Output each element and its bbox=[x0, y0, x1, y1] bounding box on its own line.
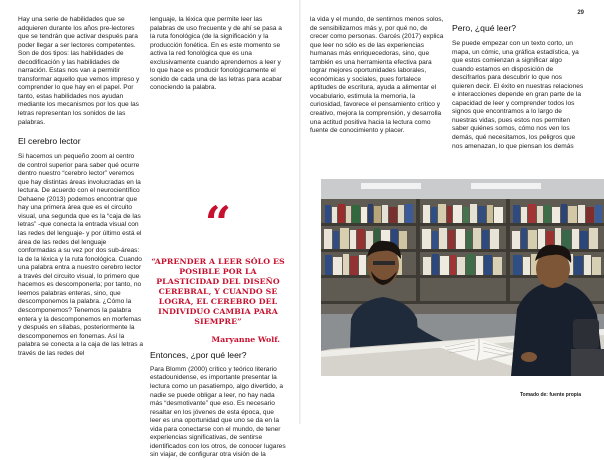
quote-mark-icon: “ bbox=[204, 195, 232, 250]
heading-cerebro-lector: El cerebro lector bbox=[18, 136, 81, 147]
pull-quote: “APRENDER A LEER SÓLO ES POSIBLE POR LA PLASTICIDAD DEL DISEÑO CEREBRAL, Y CUANDO SE LOGRA, EL CEREBRO DEL INDIVIDUO CAMBIA PARA SIEMPRE” bbox=[151, 256, 285, 326]
page-gutter bbox=[299, 0, 301, 424]
left-column-1 bbox=[18, 16, 143, 358]
cerebro-lector-paragraph: Si hacemos un pequeño zoom al centro de control superior para saber qué ocurre dentro nuestro “cerebro lector” veremos que hay distintas áreas involucradas en la lectura. De acuerdo con el neurocientífico Dehaene (2013) podemos encontrar que hay una primera área que es el circuito visual, una segunda que es la “caja de las letras” -que conecta la entrada visual con las redes del lenguaje- y por último está el área de las redes del lenguaje conformadas a su vez por dos sub-áreas: la de la léxica y la ruta fonológica. Cuando una palabra entra a nuestro cerebro lector a través del circuito visual, lo primero que hacemos es descomponerla; por tanto, no leemos palabras enteras, sino, que descomponemos la palabra. ¿Cómo la descomponemos? Tenemos la palabra entera y la descomponemos en morfemas y después en sílabas, posteriormente la descomponemos en fonemas. Así la palabra se conecta a la caja de las letras a través de las redes del bbox=[18, 153, 143, 357]
library-study-photo bbox=[321, 179, 604, 376]
left-column-2 bbox=[150, 16, 286, 460]
heading-que-leer: Pero, ¿qué leer? bbox=[452, 23, 517, 33]
por-que-leer-paragraph: Para Blomm (2000) crítico y teórico literario estadounidense, es importante presentar la lectura como un pasatiempo, algo divertido, a nadie se puede obligar a leer, no hay nada más “desmotivante” que eso. Es necesario resaltar en los jóvenes de esta época, que leer es una oportunidad que uno se da en la vida para conectarse con el mundo, de tener experiencias significativas, de sentirse identificados con los otros, de conocer lugares sin viajar, de configurar otra visión de la bbox=[150, 365, 286, 459]
intro-paragraph: Hay una serie de habilidades que se adquieren durante los años pre-lectores que se tendrán que activar después para poder llegar a ser lectores competentes. Son de dos tipos: las habilidades de decodificación y las habilidades de narración. Estas nos van a permitir transformar aquello que vemos impreso y comprender lo que hay en el papel. Por tanto, estas habilidades nos ayudan mediante los mecanismos por los que las letras representan los sonidos de las palabras. bbox=[18, 16, 140, 126]
quote-author: Maryanne Wolf. bbox=[211, 334, 280, 344]
right-column-2 bbox=[452, 23, 584, 151]
que-leer-paragraph: Se puede empezar con un texto corto, un mapa, un cómic, una gráfica estadística, ya que estos comienzan a significar algo cuando estamos en disposición de descifrarlos para descubrir lo que nos quieren decir. El éxito en nuestras relaciones e interacciones depende en gran parte de la capacidad de leer y comprender todos los signos que encontramos a lo largo de nuestras vidas, pues estos nos permiten saber quiénes somos, cómo nos ven los demás, qué necesitamos, los peligros que nos amenazan, lo que piensan los demás bbox=[452, 40, 584, 150]
continuation-paragraph: la vida y el mundo, de sentirnos menos solos, de sensibilizarnos más y, por qué no, de crecer como personas. Garcés (2017) explica que leer no sólo es de las experiencias humanas más enriquecedoras, sino, que también es una herramienta efectiva para lograr mejores oportunidades laborales, económicas y sociales, pues fortalece aptitudes de escritura, ayuda a alimentar el vocabulario, estimula la memoria, la curiosidad, favorece el pensamiento crítico y creativo, mejora la comprensión, y desarrolla una actitud positiva hacia la lectura como fuente de conocimiento y placer. bbox=[310, 16, 444, 135]
right-column-1 bbox=[310, 16, 446, 136]
heading-por-que-leer: Entonces, ¿por qué leer? bbox=[150, 349, 247, 360]
photo-caption: Tomado de: fuente propia bbox=[520, 392, 582, 398]
lenguaje-paragraph: lenguaje, la léxica que permite leer las palabras de uso frecuente y de ahí se pasa a la ruta fonológica (de la significación y la producción fonética. En es este momento se activa la red fonológica que es una exclusivamente cuando aprendemos a leer y lo que hace es producir fonológicamente el sonido de cada una de las letras para acabar conociendo la palabra. bbox=[150, 16, 282, 92]
page-number: 29 bbox=[577, 10, 584, 16]
